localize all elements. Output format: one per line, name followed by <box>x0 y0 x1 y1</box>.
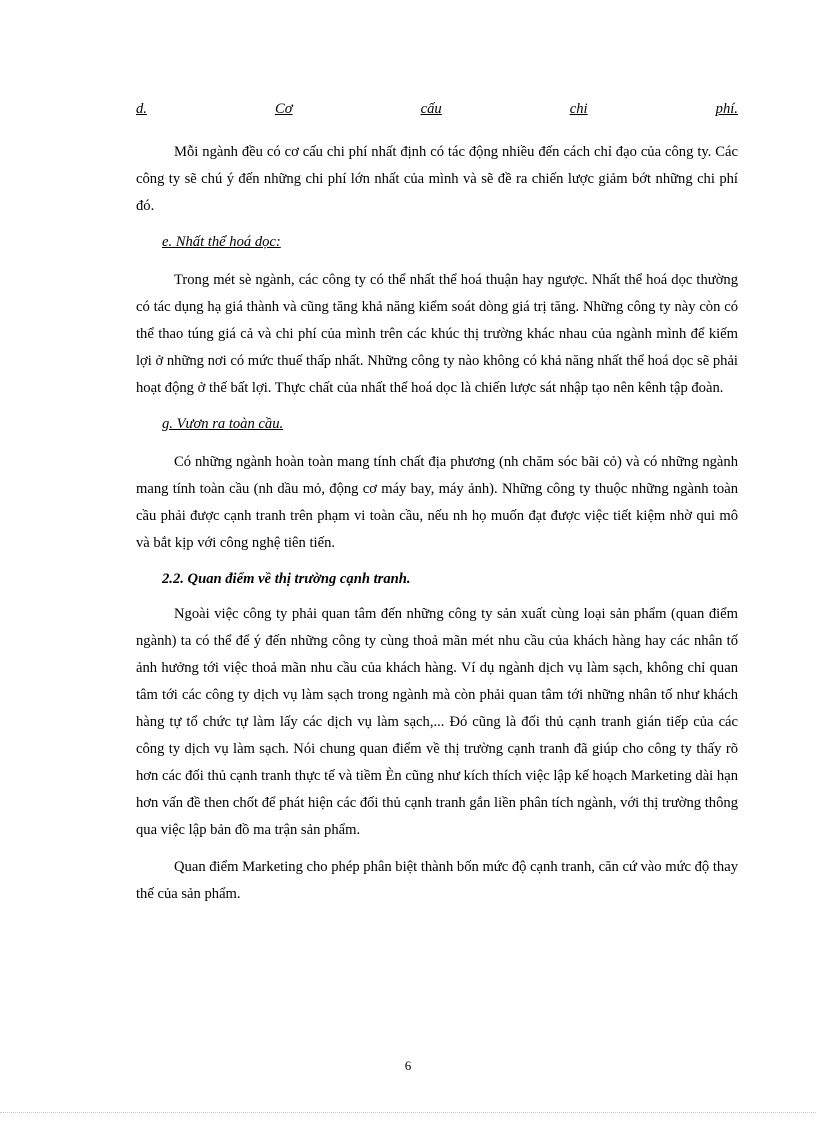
section-2-2-paragraph-1: Ngoài việc công ty phải quan tâm đến những công ty sản xuất cùng loại sản phẩm (quan điểm ngành) ta có thể để ý đến những công ty cùng thoả mãn mét nhu cầu của khách hàng hay các nhân tố ảnh hưởng tới việc thoả mãn nhu cầu của khách hàng. Ví dụ ngành dịch vụ làm sạch, không chỉ quan tâm tới các công ty dịch vụ làm sạch trong ngành mà còn phải quan tâm tới những nhân tố như khách hàng tự tổ chức tự làm lấy các dịch vụ làm sạch,... Đó cũng là đối thủ cạnh tranh gián tiếp của các công ty dịch vụ làm sạch. Nói chung quan điểm về thị trường cạnh tranh đã giúp cho công ty thấy rõ hơn các đối thủ cạnh tranh thực tế và tiềm Èn cũng như kích thích việc lập kế hoạch Marketing dài hạn hơn vấn đề then chốt để phát hiện các đối thủ cạnh tranh gắn liền phân tích ngành, với thị trường thông qua việc lập bản đồ ma trận sản phẩm. <box>136 606 738 838</box>
page-content <box>136 97 738 918</box>
section-e-heading: e. Nhất thể hoá dọc: <box>162 234 281 250</box>
section-2-2-heading: 2.2. Quan điểm về thị trường cạnh tranh. <box>162 571 411 587</box>
section-d-heading-word: cấu <box>420 101 442 117</box>
section-d-heading-word: chi <box>569 101 588 117</box>
section-d-heading <box>136 97 738 122</box>
section-d-heading-word: d. <box>136 101 147 117</box>
section-g-paragraph: Có những ngành hoàn toàn mang tính chất địa phương (nh chăm sóc bãi cỏ) và có những ngành mang tính toàn cầu (nh dầu mỏ, động cơ máy bay, máy ảnh). Những công ty thuộc những ngành toàn cầu phải được cạnh tranh trên phạm vi toàn cầu, nếu nh họ muốn đạt được việc tiết kiệm nhờ qui mô và bắt kịp với công nghệ tiên tiến. <box>136 454 738 551</box>
section-d-heading-word: Cơ <box>275 101 293 117</box>
page-number: 6 <box>404 1058 412 1073</box>
section-g-heading: g. Vươn ra toàn cầu. <box>162 416 284 432</box>
section-e-paragraph: Trong mét sè ngành, các công ty có thể nhất thể hoá thuận hay ngược. Nhất thể hoá dọc thường có tác dụng hạ giá thành và cũng tăng khả năng kiểm soát dòng giá trị tăng. Những công ty này còn có thể thao túng giá cả và chi phí của mình trên các khúc thị trường khác nhau của ngành mình để kiếm lợi ở những nơi có mức thuế thấp nhất. Những công ty nào không có khả năng nhất thể hoá dọc sẽ phải hoạt động ở thế bất lợi. Thực chất của nhất thể hoá dọc là chiến lược sát nhập tạo nên kênh tập đoàn. <box>136 272 738 396</box>
section-d-heading-word: phí. <box>715 101 738 117</box>
section-2-2-paragraph-2: Quan điểm Marketing cho phép phân biệt thành bốn mức độ cạnh tranh, căn cứ vào mức độ thay thế của sản phẩm. <box>136 859 738 902</box>
page-bottom-divider <box>0 1112 816 1113</box>
section-d-paragraph: Mỗi ngành đều có cơ cấu chi phí nhất định có tác động nhiều đến cách chỉ đạo của công ty. Các công ty sẽ chú ý đến những chi phí lớn nhất của mình và sẽ đề ra chiến lược giảm bớt những chi phí đó. <box>136 144 738 214</box>
